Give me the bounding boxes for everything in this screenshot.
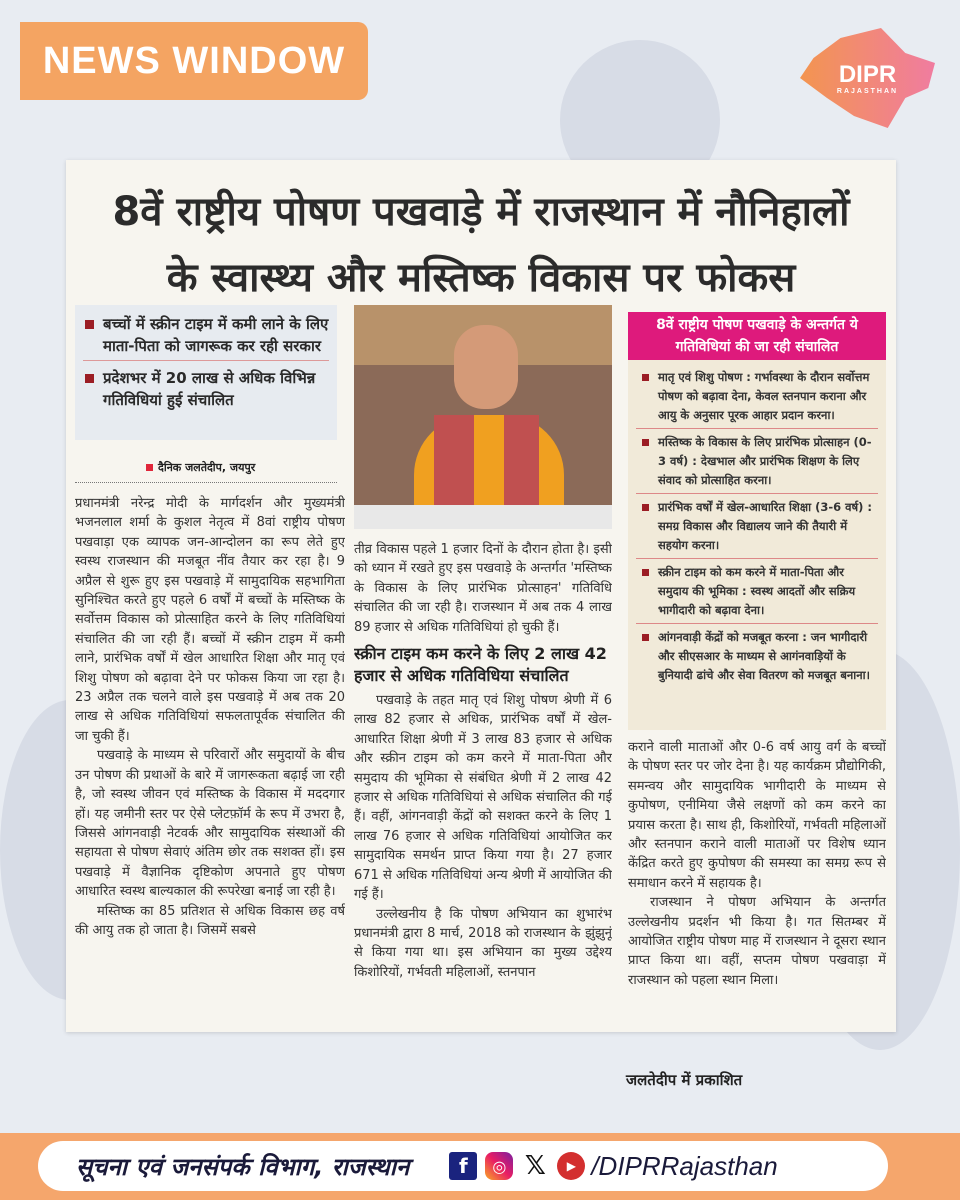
activity-item: मस्तिष्क के विकास के लिए प्रारंभिक प्रोत्साहन (0-3 वर्ष) : देखभाल और प्रारंभिक शिक्षण के लिए संवाद को प्रोत्साहित करना। (636, 433, 878, 494)
paragraph: कराने वाली माताओं और 0-6 वर्ष आयु वर्ग के बच्चों के पोषण स्तर पर जोर देना है। यह कार्यक्रम प्रौद्योगिकी, समन्वय और सामुदायिक भागीदारी के माध्यम से कुपोषण, एनीमिया जैसे लक्षणों को कम करने का प्रयास करता है। साथ ही, किशोरियों, गर्भवती महिलाओं और स्तनपान कराने वाली माताओं पर विशेष ध्यान केंद्रित करते हुए कुपोषण की समस्या का समग्र रूप से समाधान करने में सहायक है। (628, 740, 886, 891)
highlight-item: प्रदेशभर में 20 लाख से अधिक विभिन्न गतिविधियां हुई संचालित (83, 367, 329, 411)
highlights-box (75, 305, 337, 440)
youtube-icon[interactable]: ▶ (557, 1152, 585, 1180)
logo-subtitle: RAJASTHAN (836, 88, 899, 95)
department-name: सूचना एवं जनसंपर्क विभाग, राजस्थान (76, 1152, 410, 1181)
headline-line-2: के स्वास्थ्य और मस्तिष्क विकास पर फोकस (166, 255, 796, 301)
instagram-icon[interactable]: ◎ (485, 1152, 513, 1180)
column-3 (628, 738, 886, 1028)
news-photo (354, 305, 612, 529)
logo-title: DIPR (838, 61, 897, 88)
activity-item: आंगनवाड़ी केंद्रों को मजबूत करना : जन भागीदारी और सीएसआर के माध्यम से आगंनवाड़ियों के बुनियादी ढांचे और सेवा वितरण को मजबूत बनाना। (636, 628, 878, 688)
news-window-badge: NEWS WINDOW (20, 22, 368, 100)
highlight-item: बच्चों में स्क्रीन टाइम में कमी लाने के लिए माता-पिता को जागरूक कर रही सरकार (83, 313, 329, 361)
newspaper-clipping (66, 160, 896, 1032)
footer-pill (38, 1141, 888, 1191)
source-line: दैनिक जलतेदीप, जयपुर (146, 460, 255, 475)
column-1 (75, 494, 345, 1014)
divider (75, 482, 337, 483)
activity-item: स्क्रीन टाइम को कम करने में माता-पिता और समुदाय की भूमिका : स्वस्थ आदतों और सक्रिय भागीदारी को बढ़ावा देना। (636, 563, 878, 624)
x-icon[interactable]: 𝕏 (524, 1151, 546, 1181)
paragraph: उल्लेखनीय है कि पोषण अभियान का शुभारंभ प्रधानमंत्री द्वारा 8 मार्च, 2018 को राजस्थान के झुंझुनूं से किया गया था। इस अभियान का मुख्य उद्देश्य किशोरियों, गर्भवती महिलाओं, स्तनपान (354, 906, 612, 980)
subheading: स्क्रीन टाइम कम करने के लिए 2 लाख 42 हजार से अधिक गतिविधिया संचालित (354, 644, 607, 686)
column-2 (354, 540, 612, 1020)
published-credit: जलतेदीप में प्रकाशित (626, 1071, 743, 1089)
paragraph: पखवाड़े के तहत मातृ एवं शिशु पोषण श्रेणी में 6 लाख 82 हजार से अधिक, प्रारंभिक वर्षों में खेल-आधारित शिक्षा श्रेणी में 3 लाख 83 हजार से अधिक और स्क्रीन टाइम को कम करने में माता-पिता और समुदाय की भूमिका से संबंधित श्रेणी में 2 लाख 42 हजार से अधिक गतिविधियां से अधिक संचालित की गई हैं। वहीं, आंगनवाड़ी केंद्रों को सशक्त करने के लिए 1 लाख 76 हजार से अधिक गतिविधियां आयोजित कर सामुदायिक समर्थन प्राप्त किया गया है। 27 हजार 671 से अधिक गतिविधियां अन्य श्रेणी में आयोजित की गई हैं। (354, 693, 612, 903)
facebook-icon[interactable]: f (449, 1152, 477, 1180)
paragraph: प्रधानमंत्री नरेन्द्र मोदी के मार्गदर्शन और मुख्यमंत्री भजनलाल शर्मा के कुशल नेतृत्व में 8वां राष्ट्रीय पोषण पखवाड़ा एक व्यापक जन-आन्दोलन का रूप लेते हुए स्वस्थ राजस्थान की मजबूत नींव तैयार कर रहा है। 9 अप्रैल से शुरू हुए इस पखवाड़े में सामुदायिक सहभागिता सुनिश्चित करते हुए पहले 6 वर्षों में बच्चों के मस्तिष्क के सर्वोत्तम विकास को प्रोत्साहित करने के लिए गतिविधियां संचालित की जा रही हैं। बच्चों में स्क्रीन टाइम में कमी लाने, प्रारंभिक वर्षों में खेल आधारित शिक्षा और मातृ एवं शिशु पोषण को बढ़ावा देने पर फोकस किया जा रहा है। 23 अप्रैल तक चलने वाले इस पखवाड़े में अब तक 20 लाख से अधिक गतिविधियां सफलतापूर्वक संचालित की जा चुकी हैं। (75, 496, 345, 744)
paragraph: मस्तिष्क का 85 प्रतिशत से अधिक विकास छह वर्ष की आयु तक हो जाता है। जिसमें सबसे (75, 903, 345, 938)
activity-item: प्रारंभिक वर्षों में खेल-आधारित शिक्षा (3-6 वर्ष) : समग्र विकास और विद्यालय जाने की तैयारी में सहयोग करना। (636, 498, 878, 559)
social-handle[interactable]: /DIPRRajasthan (591, 1150, 778, 1181)
headline-line-1: 8वें राष्ट्रीय पोषण पखवाड़े में राजस्थान में नौनिहालों (112, 189, 850, 235)
paragraph: पखवाड़े के माध्यम से परिवारों और समुदायों के बीच उन पोषण की प्रथाओं के बारे में जागरूकता बढ़ाई जा रही है, जो स्वस्थ जीवन एवं मस्तिष्क के विकास में मददगार हों। यह जमीनी स्तर पर ऐसे प्लेटफ़ॉर्म के रूप में उभरा है, जिससे आंगनवाड़ी नेटवर्क और सामुदायिक संस्थाओं की सहायता से पोषण सेवाएं अंतिम छोर तक सशक्त हों। इस पखवाड़े में वैज्ञानिक दृष्टिकोण अपनाते हुए पोषण आधारित स्वस्थ बाल्यकाल की रूपरेखा बनाई जा रही है। (75, 748, 345, 900)
activities-box-title: 8वें राष्ट्रीय पोषण पखवाड़े के अन्तर्गत ये गतिविधियां की जा रही संचालित (628, 312, 886, 360)
paragraph: राजस्थान ने पोषण अभियान के अन्तर्गत उल्लेखनीय प्रदर्शन भी किया है। गत सितम्बर में आयोजित राष्ट्रीय पोषण माह में राजस्थान ने दूसरा स्थान प्राप्त किया था। वहीं, सप्तम पोषण पखवाड़ा में राजस्थान को पहला स्थान मिला। (628, 895, 886, 988)
paragraph: तीव्र विकास पहले 1 हजार दिनों के दौरान होता है। इसी को ध्यान में रखते हुए इस पखवाड़े के अन्तर्गत 'मस्तिष्क के विकास के लिए प्रारंभिक प्रोत्साहन' गतिविधि संचालित की जा रही है। राजस्थान में अब तक 4 लाख 89 हजार से अधिक गतिविधियां हो चुकी हैं। (354, 542, 612, 635)
footer-band (0, 1133, 960, 1200)
social-icons (449, 1152, 585, 1180)
activity-item: मातृ एवं शिशु पोषण : गर्भावस्था के दौरान सर्वोत्तम पोषण को बढ़ावा देना, केवल स्तनपान कराना और आयु के अनुसार पूरक आहार प्रदान करना। (636, 368, 878, 429)
activities-box (628, 360, 886, 730)
dipr-logo (800, 28, 935, 128)
